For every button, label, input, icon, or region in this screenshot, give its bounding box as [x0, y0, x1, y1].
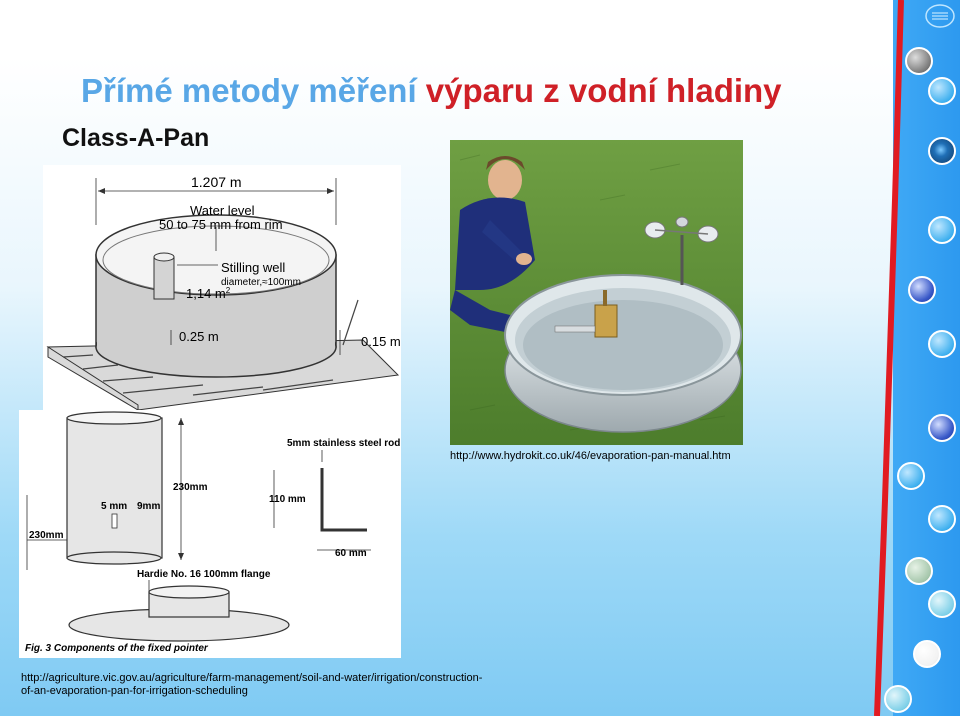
decor-circle-7 — [928, 414, 956, 442]
decor-circle-12 — [913, 640, 941, 668]
pan-width-label: 1.207 m — [191, 174, 242, 190]
stilling-well-diameter-label: diameter,≈100mm — [221, 277, 301, 288]
decor-circle-4 — [928, 216, 956, 244]
title-part-blue: Přímé metody měření — [81, 72, 417, 109]
agriculture-source-url[interactable] — [21, 672, 482, 698]
water-level-range-label: 50 to 75 mm from rim — [159, 217, 283, 232]
decor-circle-13 — [884, 685, 912, 713]
stilling-well — [154, 257, 174, 299]
flange-label: Hardie No. 16 100mm flange — [137, 569, 271, 580]
slide-menu-icon[interactable] — [924, 3, 956, 29]
pan-depth-label: 0.25 m — [179, 329, 219, 344]
decor-circle-8 — [897, 462, 925, 490]
photo-source-url[interactable]: http://www.hydrokit.co.uk/46/evaporation-pan-manual.htm — [450, 450, 731, 462]
l-rod — [322, 468, 367, 530]
pointer-cylinder — [67, 418, 162, 558]
decor-circle-10 — [905, 557, 933, 585]
figure-caption: Fig. 3 Components of the fixed pointer — [25, 643, 208, 654]
decor-circle-2 — [928, 77, 956, 105]
stilling-well-label: Stilling well — [221, 260, 286, 275]
agriculture-url-line-1: http://agriculture.vic.gov.au/agriculture/farm-management/soil-and-water/irrigation/construction- — [21, 672, 483, 684]
rod-label: 5mm stainless steel rod — [287, 438, 401, 449]
decor-circle-3 — [928, 137, 956, 165]
pan-photo — [450, 140, 743, 445]
title-part-red: výparu z vodní hladiny — [425, 72, 782, 109]
slot-size-label: 9mm — [137, 501, 161, 512]
platform-height-label: 0.15 m — [361, 334, 401, 349]
slide-subtitle: Class-A-Pan — [62, 124, 210, 152]
decor-circle-5 — [908, 276, 936, 304]
stilling-well-photo — [595, 305, 617, 337]
hole-size-label: 5 mm — [101, 501, 128, 512]
decor-circle-1 — [905, 47, 933, 75]
pan-area-label: 1,14 $m^2$ — [186, 286, 231, 301]
agriculture-url-line-2: of-an-evaporation-pan-for-irrigation-scheduling — [21, 685, 248, 697]
side-width-label: 230mm — [29, 530, 64, 541]
rod-width-label: 60 mm — [335, 548, 367, 559]
cylinder-height-label: 230mm — [173, 482, 208, 493]
pan-diagram — [43, 165, 401, 410]
decor-circle-6 — [928, 330, 956, 358]
rod-height-label: 110 mm — [269, 494, 306, 505]
water-level-label: Water level — [190, 203, 255, 218]
decor-circle-11 — [928, 590, 956, 618]
pointer-diagram — [19, 410, 401, 658]
decor-circle-9 — [928, 505, 956, 533]
